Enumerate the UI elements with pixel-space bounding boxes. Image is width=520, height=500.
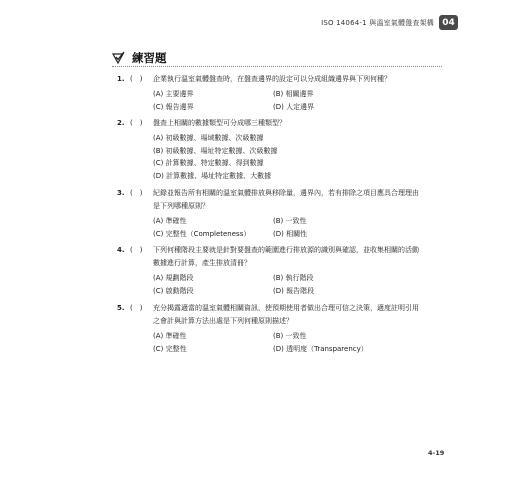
option: (C) 計算數據、特定數據、得到數據	[153, 159, 264, 167]
option: (A) 規劃階段	[153, 274, 194, 282]
running-header: ISO 14064-1 與溫室氣體盤查架構	[321, 19, 434, 27]
option: (C) 啟動階段	[153, 286, 194, 295]
option: (C) 報告邊界	[153, 102, 194, 111]
question-text: 盤查上相關的數據類型可分成哪三種類型？	[153, 119, 286, 127]
answer-blank: ( )	[130, 75, 143, 83]
option: (A) 主要邊界	[153, 90, 194, 98]
question-number: 2.	[117, 119, 125, 127]
section-heading	[112, 50, 167, 66]
answer-blank: ( )	[130, 246, 143, 254]
option: (A) 準確性	[153, 332, 187, 340]
option: (D) 報告階段	[273, 286, 315, 295]
option: (A) 準確性	[153, 217, 187, 225]
question-number: 3.	[117, 189, 125, 197]
option: (C) 完整性	[153, 344, 187, 353]
question-text: 充分揭露適當的溫室氣體相關資訊，使預期使用者做出合理可信之決策，適度註明引用之會計與計算方法出處是下列何種原則描述？	[153, 304, 419, 325]
question-number: 1.	[117, 75, 125, 83]
title-divider	[112, 66, 442, 67]
answer-blank: ( )	[130, 119, 143, 127]
question-text: 下列何種階段主要就是針對要盤查的範圍進行排放源的識別與確認，並收集相關的活動數據進行計算，產生排放清冊？	[153, 246, 419, 267]
option: (C) 完整性（Completeness）	[153, 229, 251, 238]
option: (D) 計算數據、場址特定數據、大數據	[153, 171, 272, 180]
answer-blank: ( )	[130, 189, 143, 197]
question-text: 紀錄並報告所有相關的溫室氣體排放與移除量，邊界內，若有排除之項目應具合理理由是下列哪種原則？	[153, 189, 419, 210]
answer-blank: ( )	[130, 304, 143, 312]
question-text: 企業執行溫室氣體盤查時，在盤查邊界的設定可以分成組織邊界與下列何種？	[153, 75, 391, 83]
option: (B) 執行階段	[273, 274, 314, 282]
option: (B) 一致性	[273, 217, 307, 225]
question-number: 4.	[117, 246, 125, 254]
option: (D) 人定邊界	[273, 102, 315, 111]
page-number: 4-19	[428, 449, 445, 457]
option: (B) 初級數據、場址特定數據、次級數據	[153, 146, 278, 155]
chapter-badge: 04	[439, 15, 458, 30]
option: (D) 透明度（Transparency）	[273, 344, 368, 353]
option: (B) 相關邊界	[273, 90, 314, 98]
option: (D) 相關性	[273, 229, 308, 238]
section-title: 練習題	[132, 51, 167, 65]
question-number: 5.	[117, 304, 125, 312]
option: (B) 一致性	[273, 332, 307, 340]
checkbox-icon	[112, 51, 126, 65]
option: (A) 初級數據、場域數據、次級數據	[153, 134, 264, 142]
